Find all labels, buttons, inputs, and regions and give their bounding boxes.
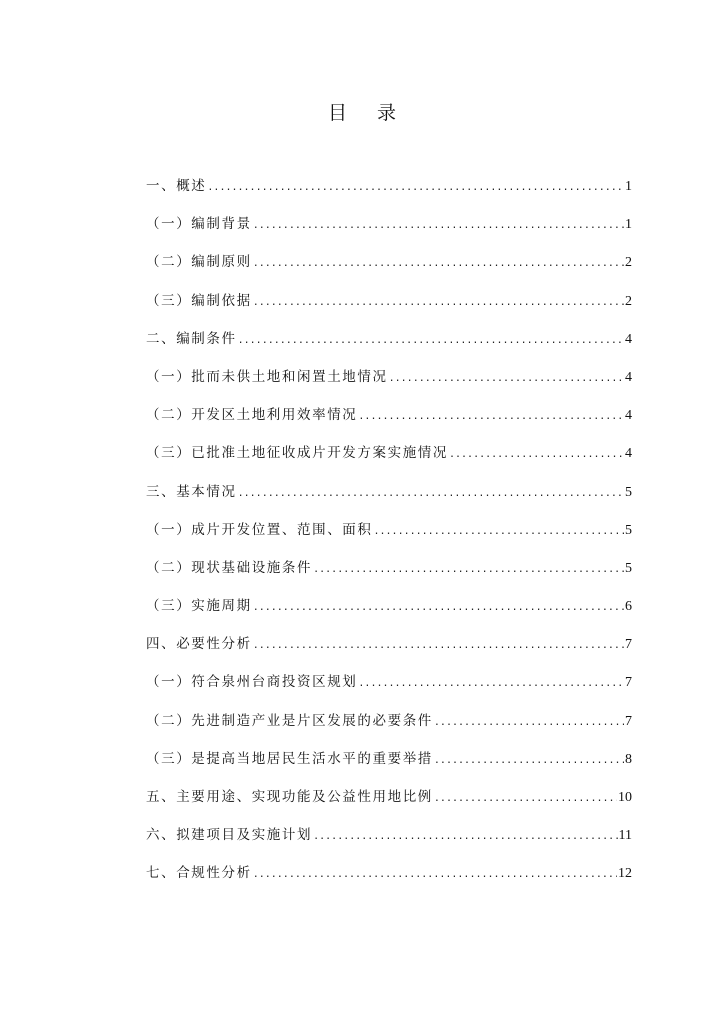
- dot-leader: [434, 717, 624, 728]
- toc-entry[interactable]: [146, 747, 632, 785]
- toc-entry-label: （一）批而未供土地和闲置土地情况: [146, 368, 388, 385]
- toc-entry[interactable]: [146, 556, 632, 594]
- toc-entry-page-number: 7: [625, 637, 632, 653]
- toc-entry-label: （三）编制依据: [146, 292, 252, 309]
- dot-leader: [253, 640, 624, 651]
- toc-entry[interactable]: [146, 709, 632, 747]
- toc-entry-label: （三）实施周期: [146, 598, 252, 615]
- toc-entry-label: 三、基本情况: [146, 483, 237, 500]
- toc-entry-label: 二、编制条件: [146, 330, 237, 347]
- dot-leader: [434, 793, 617, 804]
- toc-entry-label: 四、必要性分析: [146, 636, 252, 653]
- dot-leader: [238, 488, 624, 499]
- toc-entry[interactable]: [146, 785, 632, 823]
- toc-entry-page-number: 8: [625, 751, 632, 767]
- toc-entry[interactable]: [146, 212, 632, 250]
- toc-entry-page-number: 5: [625, 560, 632, 576]
- toc-entry[interactable]: [146, 518, 632, 556]
- toc-entry-page-number: 2: [625, 293, 632, 309]
- table-of-contents: [146, 174, 632, 900]
- toc-entry-page-number: 6: [625, 599, 632, 615]
- dot-leader: [449, 449, 624, 460]
- toc-entry-label: （三）是提高当地居民生活水平的重要举措: [146, 750, 433, 767]
- toc-entry[interactable]: [146, 670, 632, 708]
- toc-entry[interactable]: [146, 174, 632, 212]
- toc-entry-page-number: 1: [625, 217, 632, 233]
- toc-entry[interactable]: [146, 632, 632, 670]
- toc-entry-page-number: 4: [625, 331, 632, 347]
- toc-entry-label: 一、概述: [146, 178, 207, 194]
- toc-entry-label: （二）先进制造产业是片区发展的必要条件: [146, 712, 433, 729]
- dot-leader: [253, 602, 624, 613]
- dot-leader: [374, 526, 625, 537]
- toc-entry-label: 七、合规性分析: [146, 865, 252, 882]
- toc-entry-page-number: 4: [625, 408, 632, 424]
- dot-leader: [253, 869, 617, 880]
- dot-leader: [253, 258, 624, 269]
- toc-entry-page-number: 12: [618, 866, 632, 882]
- dot-leader: [253, 297, 624, 308]
- toc-entry[interactable]: [146, 289, 632, 327]
- toc-entry-page-number: 5: [625, 522, 632, 538]
- page-title: 目 录: [327, 102, 409, 124]
- toc-entry-label: （一）成片开发位置、范围、面积: [146, 521, 373, 538]
- toc-entry-label: （二）现状基础设施条件: [146, 559, 313, 576]
- toc-entry-label: 五、主要用途、实现功能及公益性用地比例: [146, 789, 433, 805]
- toc-entry-label: 六、拟建项目及实施计划: [146, 827, 313, 844]
- toc-entry-page-number: 5: [625, 484, 632, 500]
- toc-entry[interactable]: [146, 594, 632, 632]
- toc-entry-page-number: 11: [618, 828, 632, 844]
- toc-entry[interactable]: [146, 823, 632, 861]
- dot-leader: [253, 220, 624, 231]
- toc-entry[interactable]: [146, 861, 632, 899]
- dot-leader: [434, 755, 624, 766]
- toc-entry[interactable]: [146, 365, 632, 403]
- dot-leader: [389, 373, 624, 384]
- toc-entry-page-number: 1: [625, 179, 632, 194]
- toc-entry-page-number: 7: [625, 713, 632, 729]
- toc-entry[interactable]: [146, 250, 632, 288]
- toc-entry[interactable]: [146, 441, 632, 479]
- toc-entry-label: （一）编制背景: [146, 216, 252, 233]
- toc-entry-label: （二）开发区土地利用效率情况: [146, 407, 358, 424]
- toc-entry-label: （三）已批准土地征收成片开发方案实施情况: [146, 445, 448, 462]
- dot-leader: [313, 831, 617, 842]
- dot-leader: [238, 335, 624, 346]
- dot-leader: [358, 411, 624, 422]
- toc-entry-label: （一）符合泉州台商投资区规划: [146, 674, 358, 691]
- toc-entry-page-number: 10: [618, 790, 632, 805]
- toc-entry-page-number: 4: [625, 369, 632, 385]
- toc-entry[interactable]: [146, 480, 632, 518]
- dot-leader: [313, 564, 624, 575]
- toc-entry[interactable]: [146, 327, 632, 365]
- dot-leader: [358, 678, 624, 689]
- toc-entry-page-number: 7: [625, 675, 632, 691]
- dot-leader: [207, 182, 624, 193]
- toc-entry-label: （二）编制原则: [146, 254, 252, 271]
- toc-entry-page-number: 2: [625, 255, 632, 271]
- toc-entry-page-number: 4: [625, 446, 632, 462]
- toc-entry[interactable]: [146, 403, 632, 441]
